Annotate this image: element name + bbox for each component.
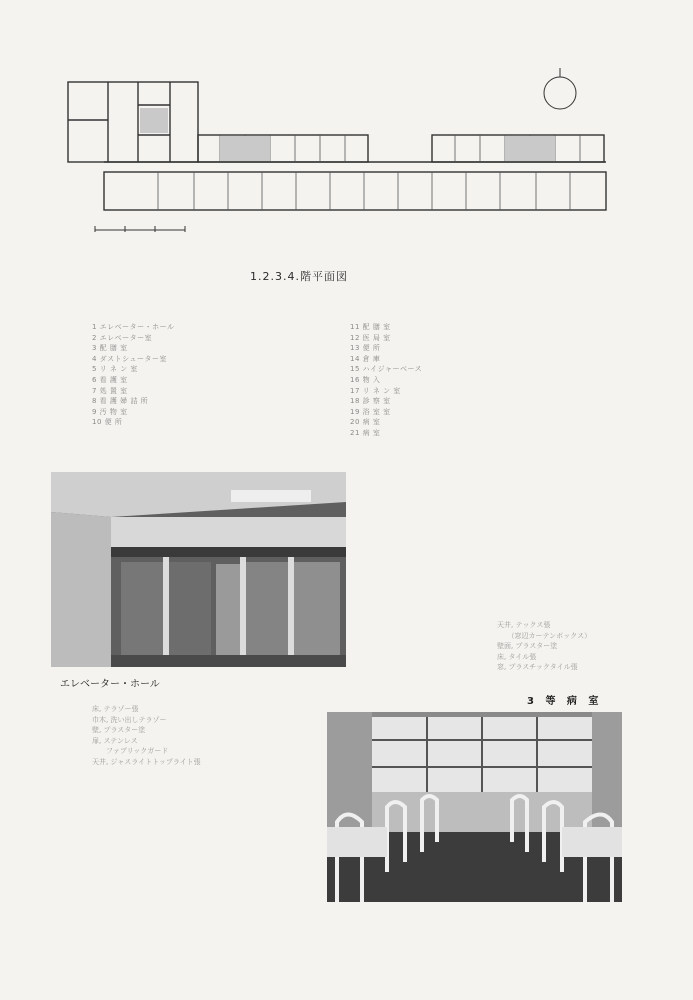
legend-item: 11 配 膳 室: [350, 323, 391, 331]
legend-item: 15 ハイジャーベース: [350, 365, 423, 374]
legend-item: 3 配 膳 室: [92, 344, 128, 353]
ward-photo: [327, 712, 622, 902]
legend-item: 12 医 局 室: [350, 333, 391, 342]
spec-line: （窓辺カーテンボックス）: [497, 631, 592, 640]
floor-plan-drawing: [60, 60, 620, 245]
spec-line: 壁, プラスター塗: [92, 726, 146, 734]
legend-item: 9 汚 物 室: [92, 407, 128, 416]
legend-item: 16 物 入: [350, 375, 381, 384]
spec-line: 天井, テックス張: [497, 621, 551, 629]
spec-line: 壁面, プラスター塗: [497, 642, 558, 650]
spec-line: 扉, ステンレス: [92, 736, 138, 745]
legend-item: 5 リ ネ ン 室: [92, 365, 138, 374]
spec-line: 窓, プラスチックタイル張: [497, 663, 578, 671]
legend-left: [92, 322, 292, 428]
legend-item: 18 診 察 室: [350, 397, 391, 406]
legend-item: 14 倉 庫: [350, 354, 381, 363]
legend-item: 19 浴 室 室: [350, 407, 391, 416]
legend-item: 20 病 室: [350, 418, 381, 427]
legend-item: 8 看 護 婦 詰 所: [92, 397, 149, 406]
legend-item: 17 リ ネ ン 室: [350, 386, 401, 395]
legend-item: 1 エレベーター・ホール: [92, 323, 175, 331]
plan-caption: 1.2.3.4.階平面図: [250, 270, 348, 283]
legend-item: 4 ダストシューター室: [92, 354, 168, 363]
elevator-hall-photo: [51, 472, 346, 667]
legend-right: [350, 322, 550, 439]
elevator-hall-caption: エレベーター・ホール: [60, 679, 160, 690]
spec-line: 巾木, 洗い出しテラゾー: [92, 715, 167, 724]
legend-item: 13 便 所: [350, 344, 381, 353]
ward-caption: 3 等 病 室: [527, 696, 603, 707]
legend-item: 21 病 室: [350, 428, 381, 437]
room-finish-specs: [497, 620, 591, 673]
spec-line: 床, タイル張: [497, 652, 537, 661]
legend-item: 6 看 護 室: [92, 375, 128, 384]
legend-item: 2 エレベーター室: [92, 333, 153, 342]
legend-item: 7 処 置 室: [92, 386, 128, 395]
spec-line: 床, テラゾー張: [92, 705, 139, 713]
hall-finish-specs: [92, 704, 201, 767]
spec-line: 天井, ジャスライトトップライト張: [92, 757, 201, 766]
legend-item: 10 便 所: [92, 418, 123, 427]
spec-line: ファブリックガード: [92, 747, 169, 755]
